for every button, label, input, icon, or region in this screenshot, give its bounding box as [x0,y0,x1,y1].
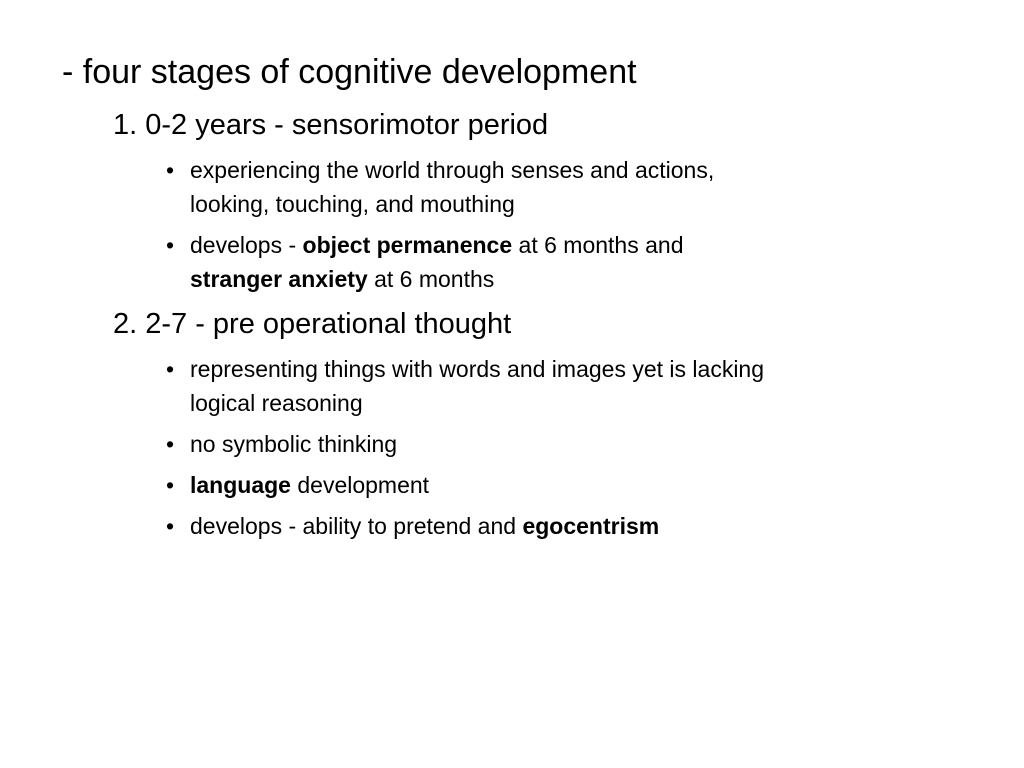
bullet-line [190,468,926,502]
term-stranger-anxiety: stranger anxiety [190,266,368,292]
bullet-line [190,228,926,262]
bullet-text: develops - [190,232,303,258]
bullet-text: development [290,472,430,498]
bullet-line [190,262,926,296]
term-language: language [190,472,291,498]
slide-heading: - four stages of cognitive development [62,53,637,91]
bullet-line: logical reasoning [190,390,363,416]
stage-1-bullet-1 [166,153,926,221]
bullet-line [190,509,926,543]
term-object-permanence: object permanence [302,232,513,258]
stage-1-title: 1. 0-2 years - sensorimotor period [113,109,549,141]
stage-2-bullet-2 [166,427,926,461]
stage-2-bullet-4 [166,509,926,543]
bullet-line: experiencing the world through senses and actions, [190,157,715,183]
bullet-marker: • [166,232,175,258]
term-egocentrism: egocentrism [522,513,660,539]
bullet-marker: • [166,157,175,183]
stage-2-bullet-3 [166,468,926,502]
stage-1-bullet-2 [166,228,926,296]
bullet-marker: • [166,472,175,498]
bullet-marker: • [166,513,175,539]
bullet-line: looking, touching, and mouthing [190,191,515,217]
bullet-marker: • [166,431,175,457]
bullet-line: representing things with words and images yet is lacking [190,356,765,382]
stage-2-title: 2. 2-7 - pre operational thought [113,308,512,340]
bullet-marker: • [166,356,175,382]
bullet-text: at 6 months [367,266,495,292]
bullet-line: no symbolic thinking [190,431,398,457]
bullet-text: develops - ability to pretend and [190,513,523,539]
stage-2-bullet-1 [166,352,926,420]
bullet-text: at 6 months and [512,232,684,258]
